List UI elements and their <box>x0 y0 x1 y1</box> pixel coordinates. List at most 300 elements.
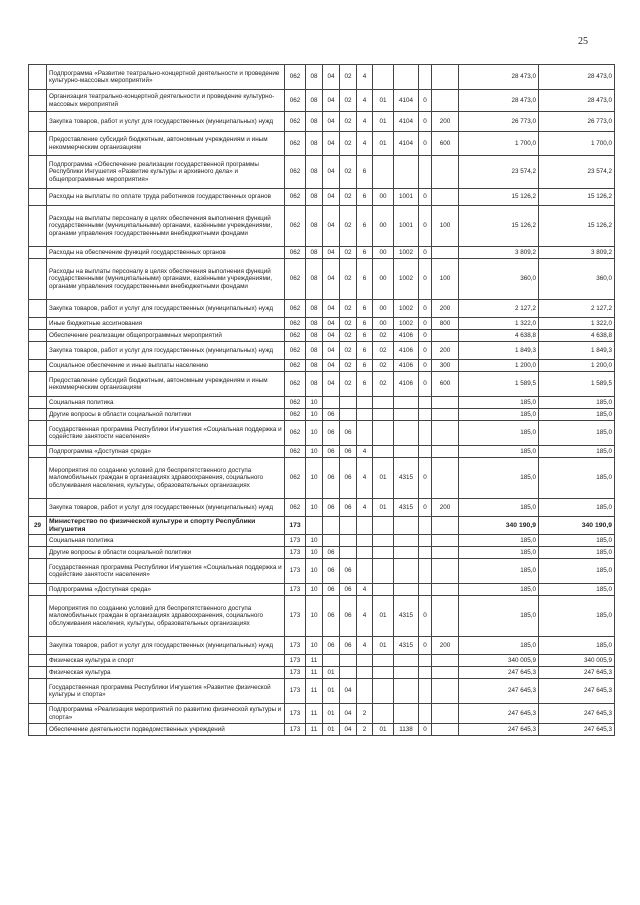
amount-value-2: 185,0 <box>539 499 615 517</box>
extra-code: 0 <box>419 342 432 360</box>
amount-value: 15 126,2 <box>459 189 539 206</box>
row-number <box>29 409 47 421</box>
amount-value: 185,0 <box>459 535 539 547</box>
amount-value: 15 126,2 <box>459 206 539 247</box>
amount-value: 28 473,0 <box>459 90 539 112</box>
section-code: 08 <box>306 247 323 259</box>
event-code <box>373 517 394 535</box>
event-code: 02 <box>373 372 394 397</box>
row-name: Подпрограмма «Доступная среда» <box>47 446 285 458</box>
ministry-code: 173 <box>285 547 306 559</box>
program-code: 02 <box>340 372 357 397</box>
direction-code <box>394 655 419 667</box>
expense-type-code <box>432 584 459 596</box>
direction-code: 4315 <box>394 458 419 499</box>
extra-code: 0 <box>419 247 432 259</box>
page-number: 25 <box>578 36 588 47</box>
expense-type-code <box>432 559 459 584</box>
row-name: Министерство по физической культуре и спорту Республики Ингушетия <box>47 517 285 535</box>
subprogram-code <box>357 655 373 667</box>
table-row <box>29 65 615 90</box>
amount-value-2: 185,0 <box>539 584 615 596</box>
subsection-code: 06 <box>323 421 340 446</box>
table-row <box>29 360 615 372</box>
extra-code <box>419 667 432 679</box>
subprogram-code <box>357 535 373 547</box>
subprogram-code <box>357 679 373 704</box>
row-number <box>29 318 47 330</box>
ministry-code: 062 <box>285 247 306 259</box>
ministry-code: 062 <box>285 499 306 517</box>
row-number <box>29 259 47 300</box>
section-code: 08 <box>306 372 323 397</box>
direction-code <box>394 397 419 409</box>
row-name: Другие вопросы в области социальной политики <box>47 409 285 421</box>
event-code: 02 <box>373 330 394 342</box>
table-row <box>29 247 615 259</box>
section-code: 08 <box>306 360 323 372</box>
section-code: 08 <box>306 189 323 206</box>
row-name: Физическая культура и спорт <box>47 655 285 667</box>
section-code: 10 <box>306 499 323 517</box>
table-row <box>29 189 615 206</box>
section-code: 11 <box>306 704 323 724</box>
subprogram-code: 6 <box>357 259 373 300</box>
row-number <box>29 559 47 584</box>
amount-value-2: 185,0 <box>539 596 615 637</box>
table-row <box>29 300 615 318</box>
expense-type-code: 200 <box>432 112 459 132</box>
section-code: 08 <box>306 90 323 112</box>
event-code: 00 <box>373 189 394 206</box>
subsection-code: 04 <box>323 372 340 397</box>
expense-type-code <box>432 535 459 547</box>
amount-value-2: 340 190,9 <box>539 517 615 535</box>
subsection-code <box>323 535 340 547</box>
row-name: Другие вопросы в области социальной политики <box>47 547 285 559</box>
section-code: 08 <box>306 342 323 360</box>
subsection-code: 04 <box>323 318 340 330</box>
extra-code <box>419 446 432 458</box>
expense-type-code: 200 <box>432 499 459 517</box>
amount-value-2: 247 645,3 <box>539 667 615 679</box>
expense-type-code <box>432 679 459 704</box>
direction-code: 4104 <box>394 132 419 156</box>
direction-code <box>394 535 419 547</box>
amount-value-2: 4 638,8 <box>539 330 615 342</box>
row-number <box>29 547 47 559</box>
amount-value: 28 473,0 <box>459 65 539 90</box>
program-code: 06 <box>340 596 357 637</box>
direction-code <box>394 65 419 90</box>
section-code: 08 <box>306 132 323 156</box>
event-code <box>373 65 394 90</box>
extra-code: 0 <box>419 360 432 372</box>
program-code: 02 <box>340 156 357 189</box>
direction-code: 4106 <box>394 360 419 372</box>
event-code <box>373 535 394 547</box>
expense-type-code: 100 <box>432 206 459 247</box>
ministry-code: 173 <box>285 535 306 547</box>
amount-value: 2 127,2 <box>459 300 539 318</box>
table-row <box>29 704 615 724</box>
subsection-code: 04 <box>323 206 340 247</box>
event-code <box>373 584 394 596</box>
amount-value-2: 185,0 <box>539 559 615 584</box>
section-code: 10 <box>306 397 323 409</box>
expense-type-code <box>432 517 459 535</box>
ministry-code: 062 <box>285 156 306 189</box>
row-number <box>29 247 47 259</box>
program-code: 06 <box>340 584 357 596</box>
ministry-code: 062 <box>285 132 306 156</box>
table-row <box>29 409 615 421</box>
program-code: 06 <box>340 446 357 458</box>
extra-code: 0 <box>419 112 432 132</box>
direction-code: 4104 <box>394 90 419 112</box>
row-number <box>29 679 47 704</box>
direction-code: 4315 <box>394 637 419 655</box>
extra-code <box>419 156 432 189</box>
row-name: Мероприятия по созданию условий для беспрепятственного доступа маломобильных граждан в организациях здравоохранения, социального обслуживания населения, культуры, образовательных организациях <box>47 596 285 637</box>
table-row <box>29 112 615 132</box>
amount-value: 4 638,8 <box>459 330 539 342</box>
expense-type-code: 300 <box>432 360 459 372</box>
table-row <box>29 637 615 655</box>
row-name: Государственная программа Республики Ингушетия «Социальная поддержка и содействие занятости населения» <box>47 559 285 584</box>
row-name: Физическая культура <box>47 667 285 679</box>
row-number <box>29 596 47 637</box>
event-code: 00 <box>373 206 394 247</box>
extra-code: 0 <box>419 637 432 655</box>
section-code: 11 <box>306 724 323 736</box>
amount-value-2: 185,0 <box>539 446 615 458</box>
subprogram-code: 4 <box>357 90 373 112</box>
program-code <box>340 547 357 559</box>
expense-type-code <box>432 704 459 724</box>
subprogram-code <box>357 667 373 679</box>
extra-code <box>419 421 432 446</box>
section-code <box>306 517 323 535</box>
ministry-code: 062 <box>285 372 306 397</box>
row-name: Подпрограмма «Развитие театрально-концертной деятельности и проведение культурно-массовых мероприятий» <box>47 65 285 90</box>
event-code: 02 <box>373 342 394 360</box>
expense-type-code <box>432 409 459 421</box>
extra-code <box>419 559 432 584</box>
subsection-code: 04 <box>323 259 340 300</box>
event-code: 00 <box>373 247 394 259</box>
row-name: Закупка товаров, работ и услуг для государственных (муниципальных) нужд <box>47 637 285 655</box>
ministry-code: 062 <box>285 446 306 458</box>
event-code: 01 <box>373 458 394 499</box>
ministry-code: 173 <box>285 517 306 535</box>
program-code: 04 <box>340 724 357 736</box>
amount-value-2: 247 645,3 <box>539 704 615 724</box>
row-number <box>29 90 47 112</box>
subprogram-code: 6 <box>357 300 373 318</box>
subprogram-code <box>357 559 373 584</box>
row-number <box>29 458 47 499</box>
expense-type-code: 200 <box>432 342 459 360</box>
section-code: 10 <box>306 458 323 499</box>
ministry-code: 062 <box>285 65 306 90</box>
amount-value-2: 23 574,2 <box>539 156 615 189</box>
subprogram-code: 4 <box>357 446 373 458</box>
amount-value-2: 28 473,0 <box>539 65 615 90</box>
row-name: Подпрограмма «Доступная среда» <box>47 584 285 596</box>
event-code: 01 <box>373 132 394 156</box>
subsection-code: 06 <box>323 409 340 421</box>
table-row <box>29 330 615 342</box>
row-number <box>29 189 47 206</box>
program-code <box>340 667 357 679</box>
subsection-code: 06 <box>323 547 340 559</box>
ministry-code: 062 <box>285 318 306 330</box>
ministry-code: 173 <box>285 704 306 724</box>
direction-code: 4106 <box>394 372 419 397</box>
ministry-code: 062 <box>285 112 306 132</box>
amount-value: 26 773,0 <box>459 112 539 132</box>
amount-value: 185,0 <box>459 446 539 458</box>
section-code: 08 <box>306 318 323 330</box>
extra-code <box>419 547 432 559</box>
section-code: 10 <box>306 409 323 421</box>
event-code <box>373 559 394 584</box>
row-name: Подпрограмма «Обеспечение реализации государственной программы Республики Ингушетия «Развитие культуры и архивного дела» и общепрограммные мероприятия» <box>47 156 285 189</box>
amount-value-2: 15 126,2 <box>539 189 615 206</box>
program-code: 02 <box>340 300 357 318</box>
ministry-code: 062 <box>285 206 306 247</box>
amount-value: 185,0 <box>459 584 539 596</box>
row-name: Предоставление субсидий бюджетным, автономным учреждениям и иным некоммерческим организациям <box>47 132 285 156</box>
subprogram-code: 6 <box>357 318 373 330</box>
amount-value: 247 645,3 <box>459 667 539 679</box>
section-code: 08 <box>306 259 323 300</box>
subsection-code: 06 <box>323 584 340 596</box>
program-code <box>340 397 357 409</box>
row-name: Расходы на выплаты персоналу в целях обеспечения выполнения функций государственными (муниципальными) органами, казёнными учреждениями, органами управления государственными внебюджетными фондами <box>47 259 285 300</box>
program-code: 06 <box>340 637 357 655</box>
amount-value-2: 1 589,5 <box>539 372 615 397</box>
subsection-code: 04 <box>323 360 340 372</box>
program-code: 06 <box>340 421 357 446</box>
ministry-code: 062 <box>285 421 306 446</box>
subsection-code: 01 <box>323 667 340 679</box>
section-code: 08 <box>306 65 323 90</box>
expense-type-code <box>432 330 459 342</box>
event-code <box>373 667 394 679</box>
event-code <box>373 547 394 559</box>
row-name: Закупка товаров, работ и услуг для государственных (муниципальных) нужд <box>47 342 285 360</box>
program-code: 02 <box>340 247 357 259</box>
section-code: 08 <box>306 206 323 247</box>
extra-code <box>419 397 432 409</box>
row-number <box>29 330 47 342</box>
row-name: Организация театрально-концертной деятельности и проведение культурно-массовых мероприятий <box>47 90 285 112</box>
subsection-code: 01 <box>323 679 340 704</box>
amount-value-2: 26 773,0 <box>539 112 615 132</box>
section-code: 11 <box>306 679 323 704</box>
subsection-code: 04 <box>323 156 340 189</box>
extra-code <box>419 517 432 535</box>
amount-value-2: 185,0 <box>539 409 615 421</box>
ministry-code: 173 <box>285 667 306 679</box>
direction-code: 1001 <box>394 189 419 206</box>
subprogram-code: 6 <box>357 247 373 259</box>
event-code <box>373 156 394 189</box>
expense-type-code <box>432 724 459 736</box>
direction-code: 1001 <box>394 206 419 247</box>
subsection-code: 04 <box>323 342 340 360</box>
amount-value: 185,0 <box>459 547 539 559</box>
direction-code: 4104 <box>394 112 419 132</box>
subprogram-code: 4 <box>357 112 373 132</box>
row-number <box>29 535 47 547</box>
table-row <box>29 421 615 446</box>
subsection-code: 06 <box>323 637 340 655</box>
subprogram-code: 6 <box>357 330 373 342</box>
section-code: 10 <box>306 535 323 547</box>
row-number <box>29 667 47 679</box>
section-code: 08 <box>306 300 323 318</box>
program-code: 02 <box>340 360 357 372</box>
section-code: 08 <box>306 112 323 132</box>
expense-type-code <box>432 156 459 189</box>
amount-value: 185,0 <box>459 397 539 409</box>
table-row <box>29 499 615 517</box>
direction-code <box>394 584 419 596</box>
ministry-code: 062 <box>285 90 306 112</box>
ministry-code: 173 <box>285 655 306 667</box>
direction-code <box>394 517 419 535</box>
subprogram-code: 4 <box>357 458 373 499</box>
expense-type-code <box>432 667 459 679</box>
ministry-code: 062 <box>285 360 306 372</box>
subprogram-code: 2 <box>357 724 373 736</box>
table-row <box>29 596 615 637</box>
amount-value: 1 849,3 <box>459 342 539 360</box>
row-name: Иные бюджетные ассигнования <box>47 318 285 330</box>
section-code: 10 <box>306 637 323 655</box>
ministry-code: 173 <box>285 559 306 584</box>
row-name: Расходы на обеспечение функций государственных органов <box>47 247 285 259</box>
section-code: 10 <box>306 596 323 637</box>
row-number <box>29 397 47 409</box>
ministry-code: 062 <box>285 330 306 342</box>
direction-code <box>394 409 419 421</box>
ministry-code: 062 <box>285 300 306 318</box>
direction-code <box>394 667 419 679</box>
amount-value-2: 1 849,3 <box>539 342 615 360</box>
direction-code: 4106 <box>394 342 419 360</box>
subprogram-code: 4 <box>357 132 373 156</box>
row-name: Мероприятия по созданию условий для беспрепятственного доступа маломобильных граждан в организациях здравоохранения, социального обслуживания населения, культуры, образовательных организациях <box>47 458 285 499</box>
subprogram-code: 4 <box>357 65 373 90</box>
subsection-code: 06 <box>323 559 340 584</box>
amount-value-2: 247 645,3 <box>539 679 615 704</box>
row-number <box>29 112 47 132</box>
amount-value: 247 645,3 <box>459 724 539 736</box>
amount-value-2: 1 322,0 <box>539 318 615 330</box>
event-code <box>373 446 394 458</box>
ministry-code: 062 <box>285 397 306 409</box>
event-code: 01 <box>373 724 394 736</box>
direction-code: 1002 <box>394 259 419 300</box>
row-name: Государственная программа Республики Ингушетия «Развитие физической культуры и спорта» <box>47 679 285 704</box>
ministry-code: 173 <box>285 637 306 655</box>
extra-code <box>419 535 432 547</box>
amount-value: 247 645,3 <box>459 679 539 704</box>
direction-code <box>394 559 419 584</box>
subprogram-code: 2 <box>357 704 373 724</box>
subsection-code <box>323 517 340 535</box>
subprogram-code <box>357 517 373 535</box>
event-code <box>373 397 394 409</box>
amount-value: 1 700,0 <box>459 132 539 156</box>
subprogram-code: 6 <box>357 156 373 189</box>
subsection-code: 04 <box>323 90 340 112</box>
amount-value-2: 247 645,3 <box>539 724 615 736</box>
subsection-code: 04 <box>323 300 340 318</box>
event-code: 01 <box>373 596 394 637</box>
amount-value: 360,0 <box>459 259 539 300</box>
amount-value-2: 15 126,2 <box>539 206 615 247</box>
row-number <box>29 584 47 596</box>
amount-value-2: 185,0 <box>539 547 615 559</box>
table-row <box>29 259 615 300</box>
extra-code: 0 <box>419 724 432 736</box>
row-name: Социальная политика <box>47 535 285 547</box>
subsection-code <box>323 655 340 667</box>
section-code: 10 <box>306 446 323 458</box>
amount-value-2: 185,0 <box>539 397 615 409</box>
subsection-code <box>323 397 340 409</box>
amount-value-2: 185,0 <box>539 458 615 499</box>
event-code: 00 <box>373 259 394 300</box>
subsection-code: 06 <box>323 596 340 637</box>
expense-type-code: 100 <box>432 259 459 300</box>
program-code: 06 <box>340 559 357 584</box>
event-code <box>373 704 394 724</box>
extra-code: 0 <box>419 90 432 112</box>
amount-value-2: 360,0 <box>539 259 615 300</box>
table-row <box>29 679 615 704</box>
table-row <box>29 559 615 584</box>
extra-code <box>419 655 432 667</box>
row-name: Социальная политика <box>47 397 285 409</box>
expense-type-code: 200 <box>432 300 459 318</box>
ministry-code: 062 <box>285 259 306 300</box>
expense-type-code <box>432 446 459 458</box>
program-code: 02 <box>340 259 357 300</box>
expense-type-code: 600 <box>432 132 459 156</box>
event-code <box>373 421 394 446</box>
direction-code <box>394 446 419 458</box>
amount-value: 185,0 <box>459 409 539 421</box>
row-name: Закупка товаров, работ и услуг для государственных (муниципальных) нужд <box>47 499 285 517</box>
table-row <box>29 156 615 189</box>
row-name: Государственная программа Республики Ингушетия «Социальная поддержка и содействие занятости населения» <box>47 421 285 446</box>
table-row <box>29 206 615 247</box>
program-code: 02 <box>340 132 357 156</box>
row-number <box>29 421 47 446</box>
row-number: 29 <box>29 517 47 535</box>
table-row <box>29 667 615 679</box>
ministry-code: 062 <box>285 409 306 421</box>
program-code <box>340 517 357 535</box>
extra-code: 0 <box>419 499 432 517</box>
expense-type-code <box>432 65 459 90</box>
